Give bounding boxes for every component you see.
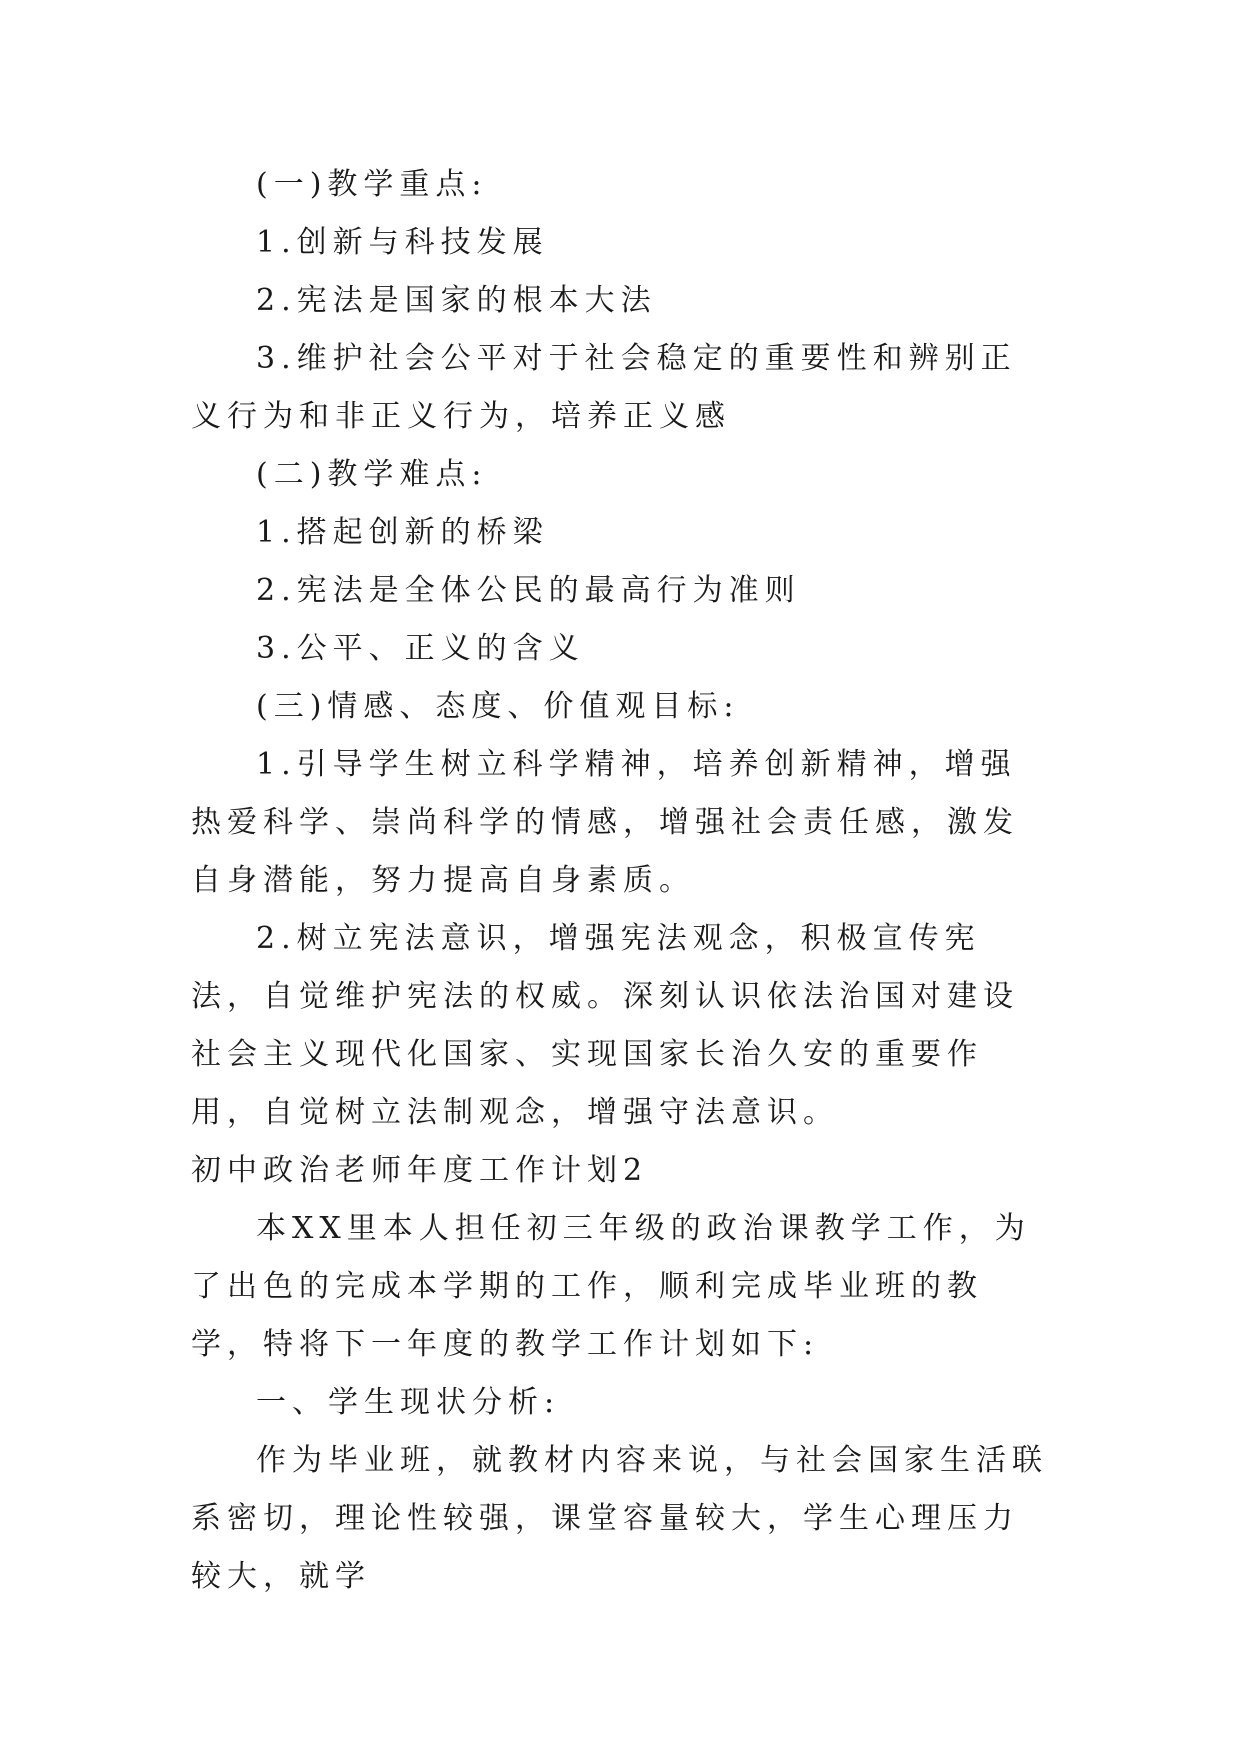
document-body [191,156,1051,1606]
section-heading-teaching-focus: (一)教学重点: [256,167,488,202]
section-heading-teaching-difficulty: (二)教学难点: [256,457,488,492]
section-heading-student-analysis: 一、学生现状分析: [256,1385,561,1420]
list-item: 3.维护社会公平对于社会稳定的重要性和辨别正义行为和非正义行为，培养正义感 [191,341,1017,434]
list-item: 3.公平、正义的含义 [256,631,585,666]
list-item: 2.树立宪法意识，增强宪法观念，积极宣传宪法，自觉维护宪法的权威。深刻认识依法治国对建设社会主义现代化国家、实现国家长治久安的重要作用，自觉树立法制观念，增强守法意识。 [191,921,1019,1130]
list-item: 1.创新与科技发展 [256,225,549,260]
list-item: 2.宪法是全体公民的最高行为准则 [256,573,801,608]
document-title: 初中政治老师年度工作计划2 [191,1153,649,1188]
list-item: 2.宪法是国家的根本大法 [256,283,657,318]
body-paragraph: 作为毕业班，就教材内容来说，与社会国家生活联系密切，理论性较强，课堂容量较大，学生心理压力较大，就学 [191,1443,1048,1594]
section-heading-values-goals: (三)情感、态度、价值观目标: [256,689,740,724]
list-item: 1.引导学生树立科学精神，培养创新精神，增强热爱科学、崇尚科学的情感，增强社会责任感，激发自身潜能，努力提高自身素质。 [191,747,1019,898]
body-paragraph: 本XX里本人担任初三年级的政治课教学工作，为了出色的完成本学期的工作，顺利完成毕业班的教学，特将下一年度的教学工作计划如下: [191,1211,1031,1362]
list-item: 1.搭起创新的桥梁 [256,515,549,550]
